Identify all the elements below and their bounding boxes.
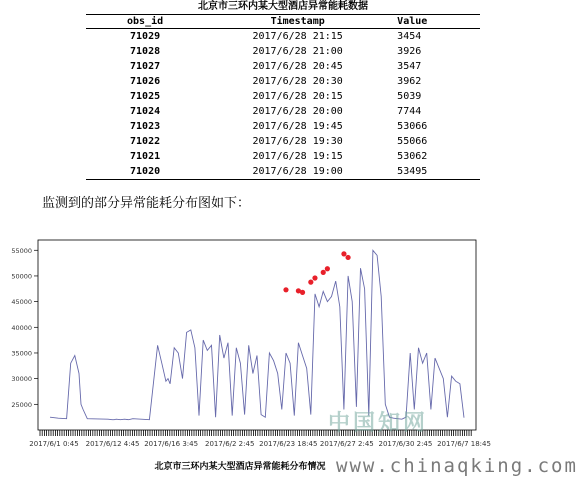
anomaly-point: [345, 255, 350, 260]
cell-timestamp: 2017/6/28 21:00: [252, 46, 343, 57]
cell-value: 53062: [397, 151, 428, 162]
cell-timestamp: 2017/6/28 20:45: [252, 61, 343, 72]
header-obs-id: obs_id: [86, 15, 204, 29]
anomaly-table: [86, 14, 480, 180]
table-row: [86, 149, 480, 164]
x-tick-label: 2017/6/27 2:45: [319, 440, 374, 448]
anomaly-point: [312, 275, 317, 280]
y-tick-label: 30000: [11, 375, 32, 384]
anomaly-point: [341, 251, 346, 256]
cell-obs-id: 71027: [130, 61, 161, 72]
anomaly-table-block: [86, 0, 480, 180]
anomaly-point: [321, 270, 326, 275]
cell-value: 7744: [397, 106, 422, 117]
cell-timestamp: 2017/6/28 19:15: [252, 151, 343, 162]
table-row: [86, 134, 480, 149]
series-line: [50, 250, 464, 419]
cell-value: 53066: [397, 121, 428, 132]
cell-obs-id: 71028: [130, 46, 161, 57]
header-value: Value: [391, 15, 480, 29]
anomaly-point: [308, 280, 313, 285]
cell-obs-id: 71025: [130, 91, 161, 102]
x-tick-label: 2017/6/30 2:45: [378, 440, 433, 448]
cell-value: 5039: [397, 91, 422, 102]
series-group: [50, 250, 464, 419]
cell-obs-id: 71024: [130, 106, 161, 117]
watermark-cnki: 中国知网: [328, 410, 429, 435]
cell-obs-id: 71029: [130, 31, 161, 42]
x-tick-label: 2017/6/23 18:45: [259, 440, 318, 448]
cell-timestamp: 2017/6/28 19:45: [252, 121, 343, 132]
y-axis: [11, 247, 38, 409]
cell-value: 53495: [391, 164, 480, 180]
cell-timestamp: 2017/6/28 21:15: [252, 31, 343, 42]
header-timestamp: Timestamp: [204, 15, 391, 29]
anomaly-line-chart: [0, 226, 550, 456]
cell-obs-id: 71020: [86, 164, 204, 180]
table-row: [86, 29, 480, 45]
x-tick-label: 2017/6/1 0:45: [29, 440, 79, 448]
table-row: [86, 164, 480, 180]
cell-timestamp: 2017/6/28 20:15: [252, 91, 343, 102]
table-header-row: [86, 15, 480, 29]
x-tick-label: 2017/6/2 2:45: [205, 440, 255, 448]
anomaly-points-group: [283, 251, 350, 295]
chart-caption: 北京市三环内某大型酒店异常能耗分布情况: [154, 462, 326, 472]
anomaly-point: [300, 290, 305, 295]
cell-obs-id: 71021: [130, 151, 161, 162]
cell-value: 3962: [397, 76, 422, 87]
cell-timestamp: 2017/6/28 20:00: [252, 106, 343, 117]
cell-obs-id: 71026: [130, 76, 161, 87]
plot-frame: [38, 240, 476, 430]
table-row: [86, 89, 480, 104]
cell-timestamp: 2017/6/28 19:00: [204, 164, 391, 180]
y-tick-label: 50000: [11, 272, 32, 281]
watermark-url: www.chinaqking.com: [336, 455, 578, 477]
x-tick-label: 2017/6/7 18:45: [437, 440, 491, 448]
table-row: [86, 104, 480, 119]
x-tick-label: 2017/6/16 3:45: [144, 440, 199, 448]
table-row: [86, 59, 480, 74]
table-row: [86, 74, 480, 89]
table-title: 北京市三环内某大型酒店异常能耗数据: [198, 1, 368, 12]
cell-obs-id: 71022: [130, 136, 161, 147]
cell-value: 3926: [397, 46, 422, 57]
cell-value: 3547: [397, 61, 422, 72]
cell-timestamp: 2017/6/28 19:30: [252, 136, 343, 147]
y-tick-label: 55000: [11, 246, 32, 255]
cell-value: 55066: [397, 136, 428, 147]
cell-timestamp: 2017/6/28 20:30: [252, 76, 343, 87]
anomaly-point: [283, 287, 288, 292]
x-tick-label: 2017/6/12 4:45: [85, 440, 140, 448]
y-tick-label: 45000: [11, 298, 32, 307]
cell-obs-id: 71023: [130, 121, 161, 132]
y-tick-label: 25000: [11, 400, 32, 409]
intro-text: 监测到的部分异常能耗分布图如下：: [42, 196, 251, 211]
cell-value: 3454: [397, 31, 422, 42]
table-row: [86, 119, 480, 134]
y-tick-label: 40000: [11, 323, 32, 332]
table-row: [86, 44, 480, 59]
anomaly-point: [325, 266, 330, 271]
x-axis: [29, 440, 491, 448]
y-tick-label: 35000: [11, 349, 32, 358]
